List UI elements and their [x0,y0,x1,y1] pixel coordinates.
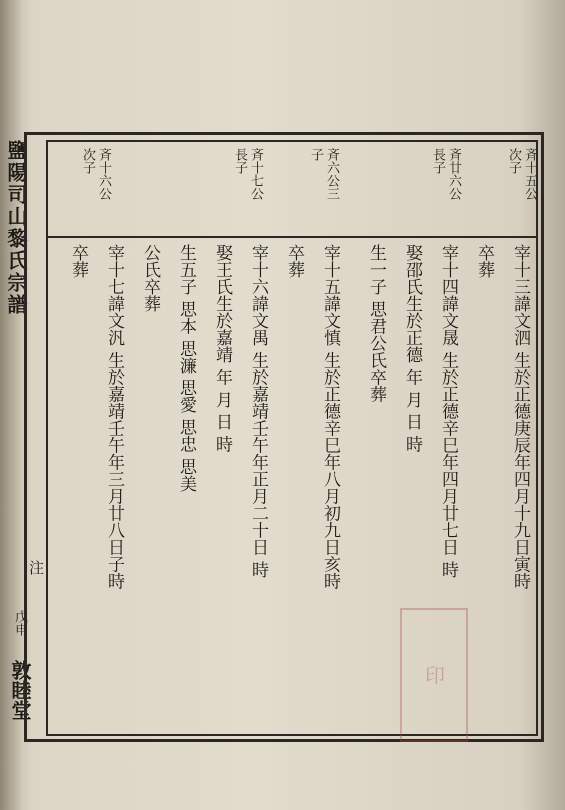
text-column-13: 卒葬 [68,244,88,278]
name-entry-2-line2: 長子 [430,148,445,174]
text-column-8: 宰十六諱文禺 生於嘉靖壬午年正月二十日 時 [248,244,268,578]
margin-footer-hall-name: 敦睦堂 [8,660,32,720]
text-column-12: 宰十七諱文汎 生於嘉靖壬午年三月廿八日子時 [104,244,124,590]
margin-book-title: 鹽陽司山黎氏宗譜 [4,140,28,316]
text-column-1: 宰十三諱文泗 生於正德庚辰年四月十九日寅時 [510,244,530,590]
name-entry-5-line2: 次子 [80,148,95,174]
text-column-9: 娶王氏生於嘉靖 年 月 日 時 [212,244,232,453]
text-column-4: 娶邵氏生於正德 年 月 日 時 [402,244,422,453]
name-entry-1-line1: 斉十五公 [522,148,537,200]
name-entry-4-line1: 斉十七公 [248,148,263,200]
text-column-3: 宰十四諱文晟 生於正德辛巳年四月廿七日 時 [438,244,458,578]
text-column-10: 生五子 思本 思濂 思愛 思忠 思美 [176,244,196,493]
name-entry-3-line2: 子 [308,148,323,161]
text-column-6: 宰十五諱文慎 生於正德辛巳年八月初九日亥時 [320,244,340,590]
margin-footer-year: 戊申 [12,610,27,636]
text-column-11: 公氏卒葬 [140,244,160,312]
text-column-7: 卒葬 [284,244,304,278]
name-entry-5-line1: 斉十六公 [96,148,111,200]
text-column-2: 卒葬 [474,244,494,278]
name-section-divider [48,236,536,238]
text-column-5: 生一子 思君公氏卒葬 [366,244,386,403]
red-seal-stamp [400,608,468,742]
name-entry-2-line1: 斉廿六公 [446,148,461,200]
name-entry-1-line2: 次子 [506,148,521,174]
seal-text: 印 [421,665,446,685]
margin-footer-mark: 注 [27,560,45,575]
name-entry-4-line2: 長子 [232,148,247,174]
name-entry-3-line1: 斉六公三 [324,148,339,200]
